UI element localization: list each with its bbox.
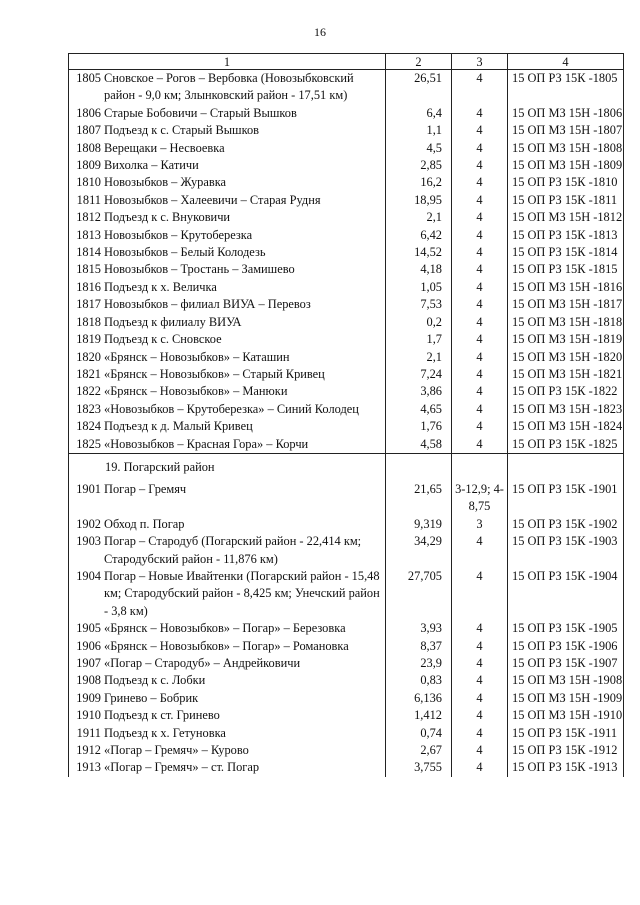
road-number: 1902 xyxy=(76,516,101,531)
road-category: 4 xyxy=(452,620,508,637)
road-name: Подъезд к филиалу ВИУА xyxy=(104,314,242,329)
road-category: 4 xyxy=(452,707,508,724)
road-name: Подъезд к х. Величка xyxy=(104,279,217,294)
road-code: 15 ОП РЗ 15К -1825 xyxy=(508,436,624,454)
table-row xyxy=(69,209,624,226)
road-category: 4 xyxy=(452,296,508,313)
road-code: 15 ОП МЗ 15Н -1908 xyxy=(508,672,624,689)
road-code: 15 ОП РЗ 15К -1906 xyxy=(508,638,624,655)
road-category: 4 xyxy=(452,418,508,435)
road-category: 4 xyxy=(452,209,508,226)
road-category: 4 xyxy=(452,383,508,400)
road-name: «Брянск – Новозыбков» – Каташин xyxy=(104,349,290,364)
section-title: 19. Погарский район xyxy=(69,453,386,481)
table-row xyxy=(69,279,624,296)
road-name: Подъезд к с. Лобки xyxy=(104,673,206,688)
table-row xyxy=(69,436,624,454)
road-category: 4 xyxy=(452,366,508,383)
road-name: Подъезд к х. Гетуновка xyxy=(104,725,226,740)
road-code: 15 ОП МЗ 15Н -1806 xyxy=(508,105,624,122)
table-row xyxy=(69,418,624,435)
road-code: 15 ОП МЗ 15Н -1809 xyxy=(508,157,624,174)
table-row xyxy=(69,314,624,331)
road-length: 1,76 xyxy=(386,418,452,435)
road-category: 4 xyxy=(452,122,508,139)
table-row xyxy=(69,174,624,191)
road-length: 34,29 xyxy=(386,533,452,568)
road-length: 2,1 xyxy=(386,209,452,226)
road-code: 15 ОП МЗ 15Н -1823 xyxy=(508,401,624,418)
road-number: 1817 xyxy=(76,297,101,312)
road-length: 0,83 xyxy=(386,672,452,689)
road-length: 1,7 xyxy=(386,331,452,348)
road-name: «Брянск – Новозыбков» – Погар» – Романовка xyxy=(104,638,349,653)
road-number: 1911 xyxy=(76,725,101,740)
road-category: 4 xyxy=(452,261,508,278)
table-row xyxy=(69,105,624,122)
road-name: Погар – Стародуб (Погарский район - 22,414 км; Стародубский район - 11,876 км) xyxy=(104,534,362,566)
road-category: 4 xyxy=(452,105,508,122)
road-category: 4 xyxy=(452,436,508,454)
road-number: 1813 xyxy=(76,227,101,242)
road-category: 4 xyxy=(452,279,508,296)
road-number: 1821 xyxy=(76,366,101,381)
road-number: 1820 xyxy=(76,349,101,364)
table-row xyxy=(69,742,624,759)
road-length: 23,9 xyxy=(386,655,452,672)
road-code: 15 ОП МЗ 15Н -1909 xyxy=(508,690,624,707)
road-name: Новозыбков – Журавка xyxy=(104,175,227,190)
table-row xyxy=(69,690,624,707)
road-length: 4,18 xyxy=(386,261,452,278)
road-number: 1912 xyxy=(76,743,101,758)
road-category: 4 xyxy=(452,672,508,689)
road-category: 4 xyxy=(452,70,508,105)
road-length: 16,2 xyxy=(386,174,452,191)
road-category: 4 xyxy=(452,192,508,209)
roads-table xyxy=(68,53,624,777)
table-row xyxy=(69,227,624,244)
road-category: 4 xyxy=(452,725,508,742)
table-body-section-19 xyxy=(69,453,624,776)
road-name: Подъезд к с. Внуковичи xyxy=(104,210,231,225)
road-name: Сновское – Рогов – Вербовка (Новозыбковский район - 9,0 км; Злынковский район - 17,51 км) xyxy=(104,71,354,103)
road-length: 14,52 xyxy=(386,244,452,261)
road-name: «Новозыбков – Красная Гора» – Корчи xyxy=(104,436,309,451)
road-length: 4,65 xyxy=(386,401,452,418)
table-row xyxy=(69,759,624,776)
road-number: 1903 xyxy=(76,534,101,549)
road-number: 1807 xyxy=(76,123,101,138)
road-code: 15 ОП МЗ 15Н -1812 xyxy=(508,209,624,226)
table-row xyxy=(69,244,624,261)
table-row xyxy=(69,140,624,157)
road-number: 1818 xyxy=(76,314,101,329)
road-length: 18,95 xyxy=(386,192,452,209)
header-col-3: 3 xyxy=(452,54,508,70)
road-name: Подъезд к с. Сновское xyxy=(104,332,222,347)
road-name: «Погар – Гремяч» – ст. Погар xyxy=(104,760,260,775)
road-category: 4 xyxy=(452,174,508,191)
road-code: 15 ОП РЗ 15К -1912 xyxy=(508,742,624,759)
road-length: 6,136 xyxy=(386,690,452,707)
road-name: Новозыбков – Белый Колодезь xyxy=(104,245,266,260)
road-category: 4 xyxy=(452,140,508,157)
road-name: Гринево – Бобрик xyxy=(104,690,199,705)
road-code: 15 ОП РЗ 15К -1904 xyxy=(508,568,624,620)
road-code: 15 ОП РЗ 15К -1813 xyxy=(508,227,624,244)
table-row xyxy=(69,331,624,348)
road-number: 1905 xyxy=(76,621,101,636)
road-length: 2,67 xyxy=(386,742,452,759)
road-number: 1909 xyxy=(76,690,101,705)
road-length: 0,74 xyxy=(386,725,452,742)
road-length: 21,65 xyxy=(386,481,452,516)
road-name: «Брянск – Новозыбков» – Погар» – Березовка xyxy=(104,621,346,636)
road-number: 1806 xyxy=(76,105,101,120)
road-name: Новозыбков – Халеевичи – Старая Рудня xyxy=(104,192,321,207)
road-code: 15 ОП МЗ 15Н -1818 xyxy=(508,314,624,331)
road-name: Подъезд к ст. Гринево xyxy=(104,708,220,723)
road-category: 4 xyxy=(452,742,508,759)
road-code: 15 ОП РЗ 15К -1901 xyxy=(508,481,624,516)
road-number: 1811 xyxy=(76,192,101,207)
table-row xyxy=(69,192,624,209)
road-name: «Погар – Гремяч» – Курово xyxy=(104,743,249,758)
road-length: 1,1 xyxy=(386,122,452,139)
table-row xyxy=(69,383,624,400)
road-number: 1809 xyxy=(76,158,101,173)
table-header-row xyxy=(69,54,624,70)
page-number: 16 xyxy=(314,25,326,39)
table-row xyxy=(69,533,624,568)
road-category: 4 xyxy=(452,568,508,620)
table-row xyxy=(69,516,624,533)
road-name: Старые Бобовичи – Старый Вышков xyxy=(104,105,297,120)
road-number: 1810 xyxy=(76,175,101,190)
road-length: 3,755 xyxy=(386,759,452,776)
road-code: 15 ОП РЗ 15К -1902 xyxy=(508,516,624,533)
road-category: 4 xyxy=(452,349,508,366)
road-name: «Брянск – Новозыбков» – Манюки xyxy=(104,384,288,399)
road-length: 1,412 xyxy=(386,707,452,724)
road-number: 1910 xyxy=(76,708,101,723)
road-category: 4 xyxy=(452,401,508,418)
table-row xyxy=(69,568,624,620)
road-code: 15 ОП МЗ 15Н -1821 xyxy=(508,366,624,383)
road-length: 4,58 xyxy=(386,436,452,454)
road-number: 1812 xyxy=(76,210,101,225)
road-length: 7,24 xyxy=(386,366,452,383)
road-length: 0,2 xyxy=(386,314,452,331)
table-row xyxy=(69,707,624,724)
road-code: 15 ОП МЗ 15Н -1817 xyxy=(508,296,624,313)
road-length: 9,319 xyxy=(386,516,452,533)
road-code: 15 ОП МЗ 15Н -1819 xyxy=(508,331,624,348)
road-category: 4 xyxy=(452,227,508,244)
road-number: 1814 xyxy=(76,245,101,260)
road-category: 3-12,9; 4-8,75 xyxy=(452,481,508,516)
road-code: 15 ОП РЗ 15К -1805 xyxy=(508,70,624,105)
road-length: 27,705 xyxy=(386,568,452,620)
road-length: 1,05 xyxy=(386,279,452,296)
road-category: 4 xyxy=(452,759,508,776)
road-name: Обход п. Погар xyxy=(104,516,185,531)
table-body-section-18 xyxy=(69,70,624,454)
road-length: 7,53 xyxy=(386,296,452,313)
road-code: 15 ОП РЗ 15К -1911 xyxy=(508,725,624,742)
road-category: 4 xyxy=(452,244,508,261)
road-code: 15 ОП РЗ 15К -1815 xyxy=(508,261,624,278)
road-length: 4,5 xyxy=(386,140,452,157)
road-length: 8,37 xyxy=(386,638,452,655)
table-row xyxy=(69,349,624,366)
road-code: 15 ОП РЗ 15К -1814 xyxy=(508,244,624,261)
road-category: 4 xyxy=(452,690,508,707)
road-number: 1906 xyxy=(76,638,101,653)
table-row xyxy=(69,481,624,516)
table-row xyxy=(69,620,624,637)
table-row xyxy=(69,725,624,742)
road-number: 1908 xyxy=(76,673,101,688)
table-row xyxy=(69,122,624,139)
road-length: 3,86 xyxy=(386,383,452,400)
road-category: 4 xyxy=(452,533,508,568)
road-name: «Брянск – Новозыбков» – Старый Кривец xyxy=(104,366,325,381)
road-category: 4 xyxy=(452,314,508,331)
header-col-1: 1 xyxy=(69,54,386,70)
road-name: Новозыбков – филиал ВИУА – Перевоз xyxy=(104,297,311,312)
table-row xyxy=(69,70,624,105)
table-row xyxy=(69,655,624,672)
table-row xyxy=(69,366,624,383)
section-header-row xyxy=(69,453,624,481)
road-length: 26,51 xyxy=(386,70,452,105)
road-category: 3 xyxy=(452,516,508,533)
road-length: 2,85 xyxy=(386,157,452,174)
road-number: 1913 xyxy=(76,760,101,775)
road-code: 15 ОП МЗ 15Н -1816 xyxy=(508,279,624,296)
road-name: Новозыбков – Тростань – Замишево xyxy=(104,262,295,277)
header-col-2: 2 xyxy=(386,54,452,70)
road-code: 15 ОП МЗ 15Н -1910 xyxy=(508,707,624,724)
road-code: 15 ОП МЗ 15Н -1808 xyxy=(508,140,624,157)
road-code: 15 ОП МЗ 15Н -1807 xyxy=(508,122,624,139)
header-col-4: 4 xyxy=(508,54,624,70)
road-category: 4 xyxy=(452,331,508,348)
road-code: 15 ОП МЗ 15Н -1820 xyxy=(508,349,624,366)
road-code: 15 ОП РЗ 15К -1913 xyxy=(508,759,624,776)
road-name: Верещаки – Несвоевка xyxy=(104,140,225,155)
road-name: «Новозыбков – Крутоберезка» – Синий Колодец xyxy=(104,401,359,416)
road-name: «Погар – Стародуб» – Андрейковичи xyxy=(104,656,301,670)
road-number: 1822 xyxy=(76,384,101,399)
road-code: 15 ОП РЗ 15К -1811 xyxy=(508,192,624,209)
table-row xyxy=(69,638,624,655)
road-category: 4 xyxy=(452,157,508,174)
table-row xyxy=(69,401,624,418)
table-row xyxy=(69,296,624,313)
road-name: Подъезд к с. Старый Вышков xyxy=(104,123,260,138)
road-name: Вихолка – Катичи xyxy=(104,158,199,173)
road-length: 6,4 xyxy=(386,105,452,122)
road-number: 1815 xyxy=(76,262,101,277)
road-number: 1819 xyxy=(76,332,101,347)
road-number: 1805 xyxy=(76,71,101,85)
road-length: 2,1 xyxy=(386,349,452,366)
road-name: Новозыбков – Крутоберезка xyxy=(104,227,253,242)
road-number: 1824 xyxy=(76,419,101,434)
road-name: Погар – Гремяч xyxy=(104,481,187,496)
road-code: 15 ОП РЗ 15К -1822 xyxy=(508,383,624,400)
road-number: 1907 xyxy=(76,656,101,670)
road-code: 15 ОП РЗ 15К -1905 xyxy=(508,620,624,637)
road-number: 1816 xyxy=(76,279,101,294)
table-row xyxy=(69,157,624,174)
table-row xyxy=(69,261,624,278)
road-code: 15 ОП МЗ 15Н -1824 xyxy=(508,418,624,435)
road-name: Подъезд к д. Малый Кривец xyxy=(104,419,253,434)
road-number: 1825 xyxy=(76,436,101,451)
road-length: 3,93 xyxy=(386,620,452,637)
road-category: 4 xyxy=(452,638,508,655)
road-name: Погар – Новые Ивайтенки (Погарский район - 15,48 км; Стародубский район - 8,425 км; Унечский район - 3,8 км) xyxy=(104,568,380,618)
road-code: 15 ОП РЗ 15К -1907 xyxy=(508,655,624,672)
road-number: 1823 xyxy=(76,401,101,416)
road-code: 15 ОП РЗ 15К -1903 xyxy=(508,533,624,568)
road-number: 1904 xyxy=(76,568,101,583)
road-category: 4 xyxy=(452,655,508,672)
road-number: 1901 xyxy=(76,481,101,496)
road-code: 15 ОП РЗ 15К -1810 xyxy=(508,174,624,191)
road-length: 6,42 xyxy=(386,227,452,244)
table-row xyxy=(69,672,624,689)
road-number: 1808 xyxy=(76,140,101,155)
